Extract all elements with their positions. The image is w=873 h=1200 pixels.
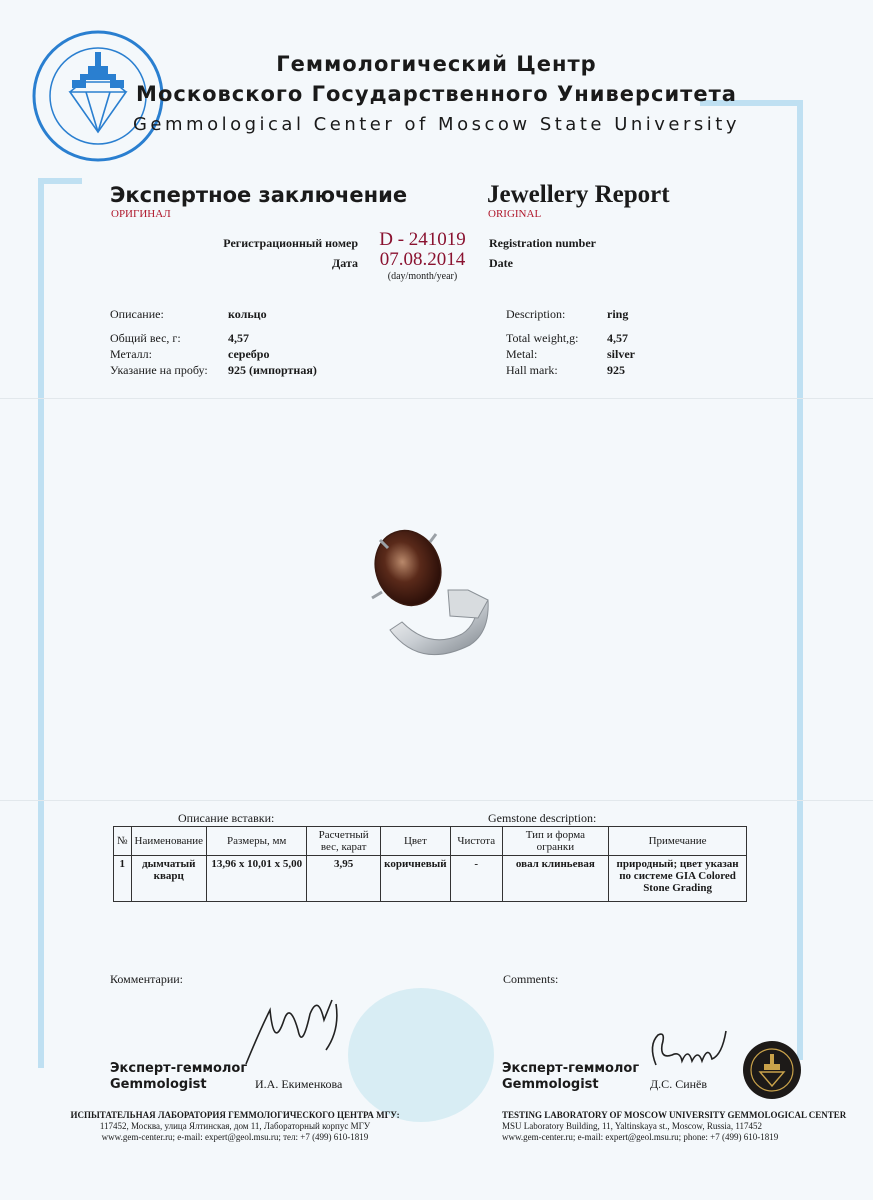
detail-value-ru: 4,57 (228, 331, 249, 345)
fold-line (0, 398, 873, 399)
lab-stamp (348, 988, 494, 1122)
table-header-cell: Расчетный вес, карат (307, 827, 380, 856)
comments-label-en: Comments: (503, 972, 559, 986)
detail-value-en: silver (607, 347, 635, 361)
original-label-ru: ОРИГИНАЛ (111, 208, 171, 220)
date-label-en: Date (489, 256, 513, 270)
detail-label-en: Metal: (506, 347, 538, 361)
date-format-note: (day/month/year) (387, 271, 458, 282)
signature-name-left: И.А. Екименкова (255, 1077, 343, 1091)
table-cell-clarity: - (450, 856, 502, 902)
detail-label-ru: Металл: (110, 347, 152, 361)
table-header-row (114, 827, 747, 856)
table-cell-name: дымчатый кварц (131, 856, 207, 902)
signature-name-right: Д.С. Синёв (650, 1077, 708, 1091)
detail-value-en: 925 (607, 363, 625, 377)
table-header-cell: Наименование (131, 827, 207, 856)
table-cell-weight: 3,95 (307, 856, 380, 902)
header-title-ru-line1: Геммологический Центр (276, 52, 597, 76)
detail-value-en: ring (607, 307, 629, 321)
gemstone-caption-ru: Описание вставки: (178, 811, 275, 825)
table-header-cell: Цвет (380, 827, 450, 856)
reg-number: D - 241019 (379, 229, 466, 250)
report-title-en: Jewellery Report (487, 181, 670, 208)
detail-label-en: Hall mark: (506, 363, 558, 377)
comments-label-ru: Комментарии: (110, 972, 184, 986)
report-title-ru: Экспертное заключение (110, 183, 408, 207)
table-cell-size: 13,96 х 10,01 х 5,00 (207, 856, 307, 902)
footer-ru: ИСПЫТАТЕЛЬНАЯ ЛАБОРАТОРИЯ ГЕММОЛОГИЧЕСКОГО ЦЕНТРА МГУ: 117452, Москва, улица Ялтинская, дом 11, Лабораторный корпус МГУ www.gem-center.ru; e-mail: expert@geol.msu.ru; тел: +7 (499) 610-1819 (70, 1110, 400, 1142)
table-cell-no: 1 (114, 856, 132, 902)
table-header-cell: Тип и форма огранки (502, 827, 609, 856)
frame-line (40, 178, 82, 184)
table-cell-color: коричневый (380, 856, 450, 902)
detail-label-en: Total weight,g: (506, 331, 579, 345)
reg-label-ru: Регистрационный номер (223, 236, 358, 250)
date-label-ru: Дата (332, 256, 358, 270)
ring-photo (350, 520, 520, 670)
gemstone-caption-en: Gemstone description: (488, 811, 597, 825)
table-header-cell: Чистота (450, 827, 502, 856)
footer-en: TESTING LABORATORY OF MOSCOW UNIVERSITY GEMMOLOGICAL CENTER MSU Laboratory Building, 11, Yaltinskaya st., Moscow, Russia, 117452 www.gem-center.ru; e-mail: expert@geol.msu.ru; phone: +7 (499) 610-1819 (502, 1110, 847, 1142)
detail-label-en: Description: (506, 307, 566, 321)
table-row (114, 856, 747, 902)
report-date: 07.08.2014 (379, 249, 466, 270)
detail-label-ru: Описание: (110, 307, 164, 321)
detail-label-ru: Указание на пробу: (110, 363, 208, 377)
detail-value-ru: серебро (228, 347, 270, 361)
gold-emblem-logo (742, 1040, 802, 1100)
reg-label-en: Registration number (489, 236, 596, 250)
header-title-ru-line2: Московского Государственного Университета (136, 82, 737, 106)
signature-title-right: Эксперт-геммолог Gemmologist (502, 1061, 640, 1092)
signature-right (642, 1025, 742, 1075)
detail-value-ru: кольцо (228, 307, 267, 321)
original-label-en: ORIGINAL (488, 208, 542, 220)
table-header-cell: Примечание (609, 827, 747, 856)
frame-line (797, 100, 803, 1060)
signature-title-left: Эксперт-геммолог Gemmologist (110, 1061, 248, 1092)
detail-value-ru: 925 (импортная) (228, 363, 317, 377)
fold-line (0, 800, 873, 801)
gemstone-table (113, 826, 747, 902)
header-title-en: Gemmological Center of Moscow State University (132, 114, 740, 135)
table-cell-cut: овал клиньевая (502, 856, 609, 902)
detail-value-en: 4,57 (607, 331, 628, 345)
table-header-cell: № (114, 827, 132, 856)
table-header-cell: Размеры, мм (207, 827, 307, 856)
detail-label-ru: Общий вес, г: (110, 331, 181, 345)
frame-line (38, 178, 44, 1068)
table-cell-note: природный; цвет указан по системе GIA Colored Stone Grading (609, 856, 747, 902)
signature-left (240, 990, 360, 1070)
